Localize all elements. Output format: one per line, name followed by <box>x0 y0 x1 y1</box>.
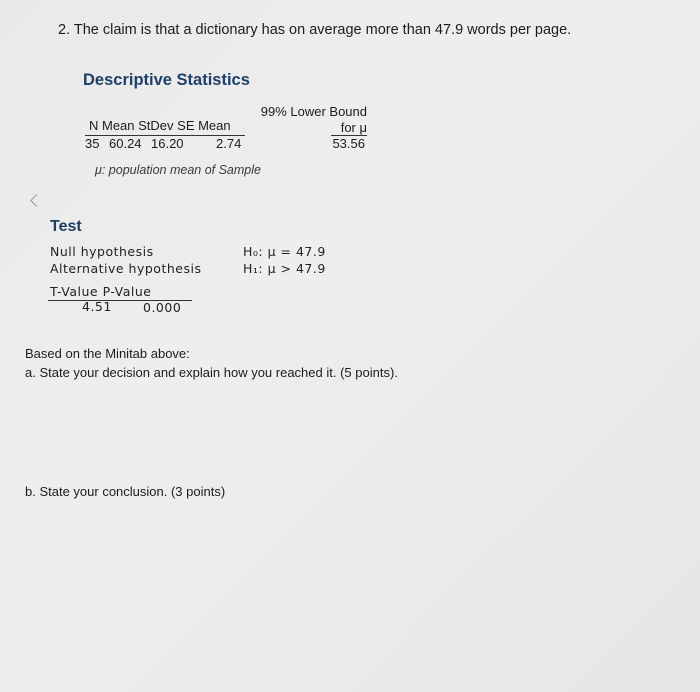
pen-mark <box>30 194 43 207</box>
value-stdev: 16.20 <box>151 136 184 151</box>
value-lower-bound: 53.56 <box>332 136 365 151</box>
result-headers: T-Value P-Value <box>50 284 152 299</box>
column-headers: N Mean StDev SE Mean <box>89 118 231 133</box>
descriptive-statistics-title: Descriptive Statistics <box>83 71 250 89</box>
alternative-hypothesis-label: Alternative hypothesis <box>50 261 202 276</box>
prompt-intro: Based on the Minitab above: <box>25 346 190 361</box>
null-hypothesis-value: H₀: μ = 47.9 <box>243 244 326 259</box>
table-row <box>85 136 367 152</box>
value-mean: 60.24 <box>109 136 142 151</box>
question-part-a: a. State your decision and explain how you reached it. (5 points). <box>25 365 398 380</box>
alternative-hypothesis-value: H₁: μ > 47.9 <box>243 261 326 276</box>
value-se-mean: 2.74 <box>216 136 242 151</box>
descriptive-statistics-table <box>85 104 367 156</box>
test-title: Test <box>50 218 82 235</box>
lower-bound-header-mu: for μ <box>340 120 367 135</box>
value-n: 35 <box>85 136 100 151</box>
question-part-b: b. State your conclusion. (3 points) <box>25 484 226 499</box>
null-hypothesis-label: Null hypothesis <box>50 244 154 259</box>
lower-bound-header: 99% Lower Bound <box>260 104 367 119</box>
question-text: 2. The claim is that a dictionary has on average more than 47.9 words per page. <box>58 22 572 38</box>
t-value: 4.51 <box>82 299 112 314</box>
p-value: 0.000 <box>143 300 182 315</box>
mu-note: μ: population mean of Sample <box>95 163 261 177</box>
